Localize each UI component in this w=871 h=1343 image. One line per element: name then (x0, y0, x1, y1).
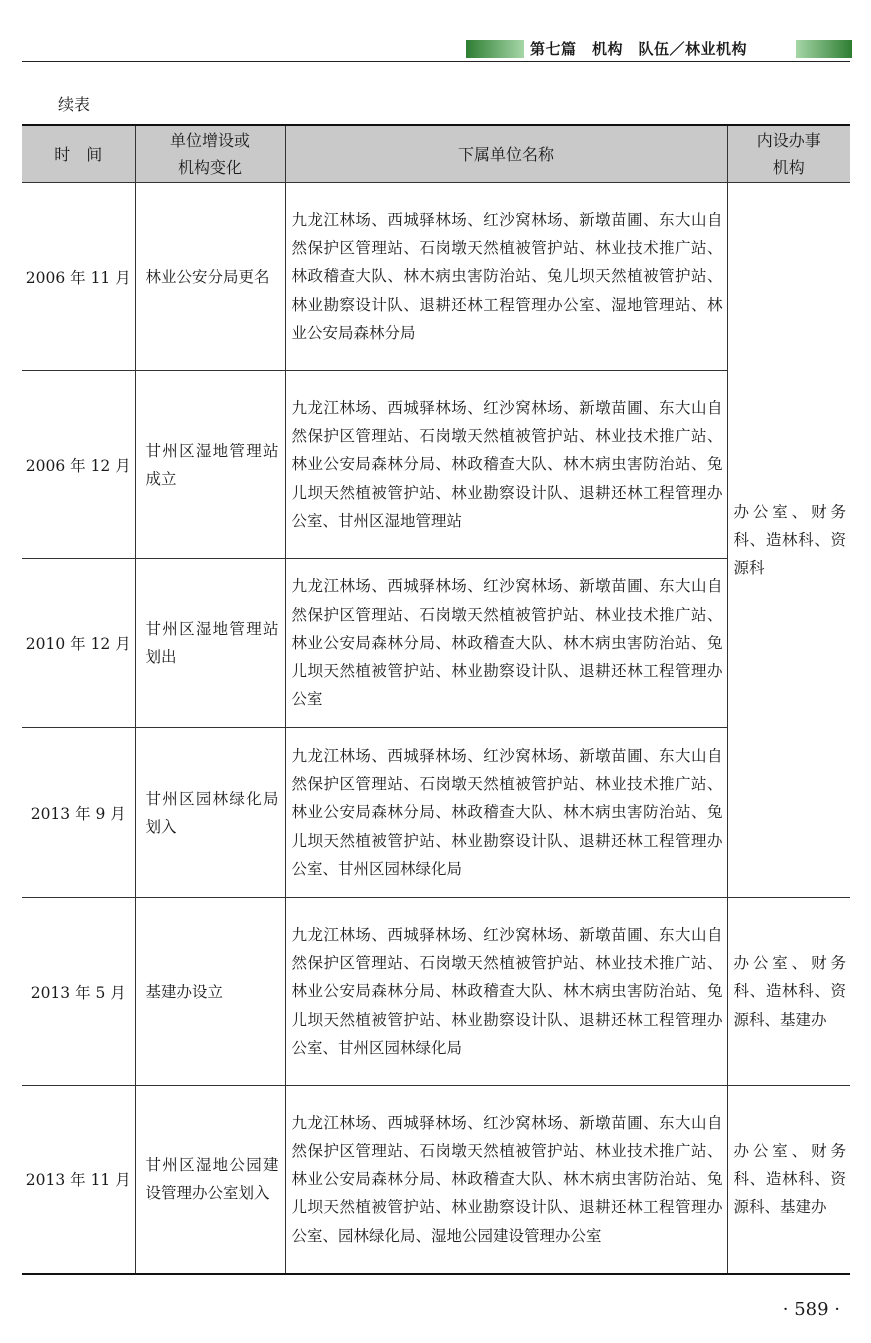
row-office-merged: 办公室、财务科、造林科、资源科 (727, 183, 850, 898)
row-change: 甘州区湿地公园建设管理办公室划入 (135, 1086, 285, 1274)
header-title: 第七篇 机构 队伍／林业机构 (530, 40, 748, 58)
row-units: 九龙江林场、西城驿林场、红沙窝林场、新墩苗圃、东大山自然保护区管理站、石岗墩天然植被管护站、林业技术推广站、林业公安局森林分局、林政稽查大队、林木病虫害防治站、兔儿坝天然植被管护站、林业勘察设计队、退耕还林工程管理办公室、甘州区园林绿化局 (285, 898, 727, 1086)
table-row (22, 1086, 850, 1274)
header-change-line-2: 机构变化 (177, 158, 242, 177)
table-row (22, 371, 850, 559)
table-row (22, 559, 850, 728)
table-row (22, 183, 850, 371)
row-change: 甘州区园林绿化局划入 (135, 728, 285, 898)
table-row (22, 728, 850, 898)
row-time: 2006 年 12 月 (22, 371, 135, 559)
row-time: 2013 年 5 月 (22, 898, 135, 1086)
header-rule (22, 61, 850, 62)
row-time: 2013 年 11 月 (22, 1086, 135, 1274)
table-header-row (22, 125, 850, 183)
header-green-bar-right (796, 40, 852, 58)
table-row (22, 898, 850, 1086)
running-header (0, 40, 871, 62)
header-office (727, 125, 850, 183)
org-changes-table (22, 124, 850, 1275)
row-time: 2006 年 11 月 (22, 183, 135, 371)
header-change (135, 125, 285, 183)
row-change: 甘州区湿地管理站成立 (135, 371, 285, 559)
header-time: 时 间 (22, 125, 135, 183)
row-change: 甘州区湿地管理站划出 (135, 559, 285, 728)
header-change-line-1: 单位增设或 (169, 131, 250, 150)
row-units: 九龙江林场、西城驿林场、红沙窝林场、新墩苗圃、东大山自然保护区管理站、石岗墩天然植被管护站、林业技术推广站、林业公安局森林分局、林政稽查大队、林木病虫害防治站、兔儿坝天然植被管护站、林业勘察设计队、退耕还林工程管理办公室、甘州区湿地管理站 (285, 371, 727, 559)
table-caption: 续表 (58, 95, 91, 114)
row-change: 基建办设立 (135, 898, 285, 1086)
row-office: 办公室、财务科、造林科、资源科、基建办 (727, 898, 850, 1086)
row-time: 2013 年 9 月 (22, 728, 135, 898)
header-office-line-2: 机构 (772, 158, 805, 177)
page-number: · 589 · (782, 1299, 840, 1320)
row-units: 九龙江林场、西城驿林场、红沙窝林场、新墩苗圃、东大山自然保护区管理站、石岗墩天然植被管护站、林业技术推广站、林业公安局森林分局、林政稽查大队、林木病虫害防治站、兔儿坝天然植被管护站、林业勘察设计队、退耕还林工程管理办公室、园林绿化局、湿地公园建设管理办公室 (285, 1086, 727, 1274)
row-change: 林业公安分局更名 (135, 183, 285, 371)
header-green-bar-left (466, 40, 524, 58)
header-units: 下属单位名称 (285, 125, 727, 183)
row-units: 九龙江林场、西城驿林场、红沙窝林场、新墩苗圃、东大山自然保护区管理站、石岗墩天然植被管护站、林业技术推广站、林政稽查大队、林木病虫害防治站、兔儿坝天然植被管护站、林业勘察设计队、退耕还林工程管理办公室、湿地管理站、林业公安局森林分局 (285, 183, 727, 371)
row-office: 办公室、财务科、造林科、资源科、基建办 (727, 1086, 850, 1274)
row-time: 2010 年 12 月 (22, 559, 135, 728)
row-units: 九龙江林场、西城驿林场、红沙窝林场、新墩苗圃、东大山自然保护区管理站、石岗墩天然植被管护站、林业技术推广站、林业公安局森林分局、林政稽查大队、林木病虫害防治站、兔儿坝天然植被管护站、林业勘察设计队、退耕还林工程管理办公室、甘州区园林绿化局 (285, 728, 727, 898)
header-office-line-1: 内设办事 (756, 131, 821, 150)
row-units: 九龙江林场、西城驿林场、红沙窝林场、新墩苗圃、东大山自然保护区管理站、石岗墩天然植被管护站、林业技术推广站、林业公安局森林分局、林政稽查大队、林木病虫害防治站、兔儿坝天然植被管护站、林业勘察设计队、退耕还林工程管理办公室 (285, 559, 727, 728)
